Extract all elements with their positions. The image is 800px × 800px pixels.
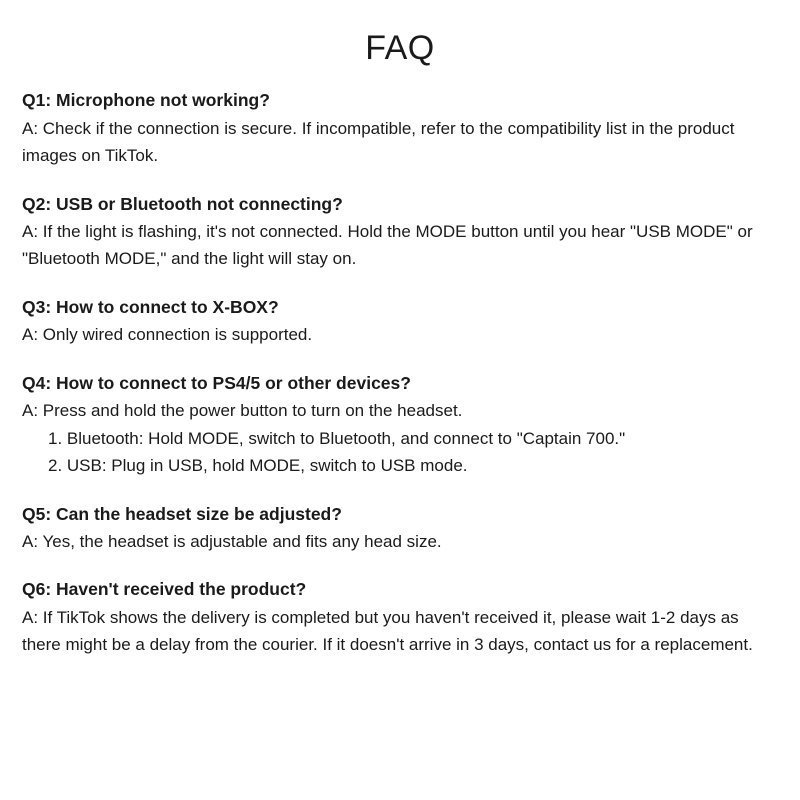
faq-question: Q6: Haven't received the product? [22, 579, 307, 600]
faq-answer: A: Only wired connection is supported. [22, 325, 313, 345]
faq-question: Q4: How to connect to PS4/5 or other devices? [22, 372, 411, 393]
faq-question: Q5: Can the headset size be adjusted? [22, 503, 342, 524]
faq-sub-item: 1. Bluetooth: Hold MODE, switch to Bluetooth, and connect to "Captain 700." [48, 428, 626, 448]
faq-list [22, 87, 778, 658]
faq-question: Q3: How to connect to X-BOX? [22, 297, 279, 318]
faq-sub-list [22, 425, 778, 480]
faq-item [22, 370, 778, 480]
faq-answer: A: If the light is flashing, it's not connected. Hold the MODE button until you hear "USB MODE" or "Bluetooth MODE," and the light will stay on. [22, 221, 753, 269]
faq-sub-item: 2. USB: Plug in USB, hold MODE, switch to USB mode. [48, 456, 468, 476]
faq-answer: A: Check if the connection is secure. If incompatible, refer to the compatibility list in the product images on TikTok. [22, 118, 735, 166]
faq-answer: A: Yes, the headset is adjustable and fits any head size. [22, 531, 442, 551]
faq-item [22, 576, 778, 658]
faq-item [22, 87, 778, 169]
faq-item [22, 191, 778, 273]
faq-question: Q2: USB or Bluetooth not connecting? [22, 193, 343, 214]
page-title: FAQ [365, 29, 435, 67]
faq-item [22, 294, 778, 349]
faq-answer: A: Press and hold the power button to turn on the headset. [22, 401, 463, 421]
faq-question: Q1: Microphone not working? [22, 90, 270, 111]
faq-answer: A: If TikTok shows the delivery is completed but you haven't received it, please wait 1-2 days as there might be a delay from the courier. If it doesn't arrive in 3 days, contact us for a replacement. [22, 607, 753, 655]
faq-item [22, 501, 778, 556]
